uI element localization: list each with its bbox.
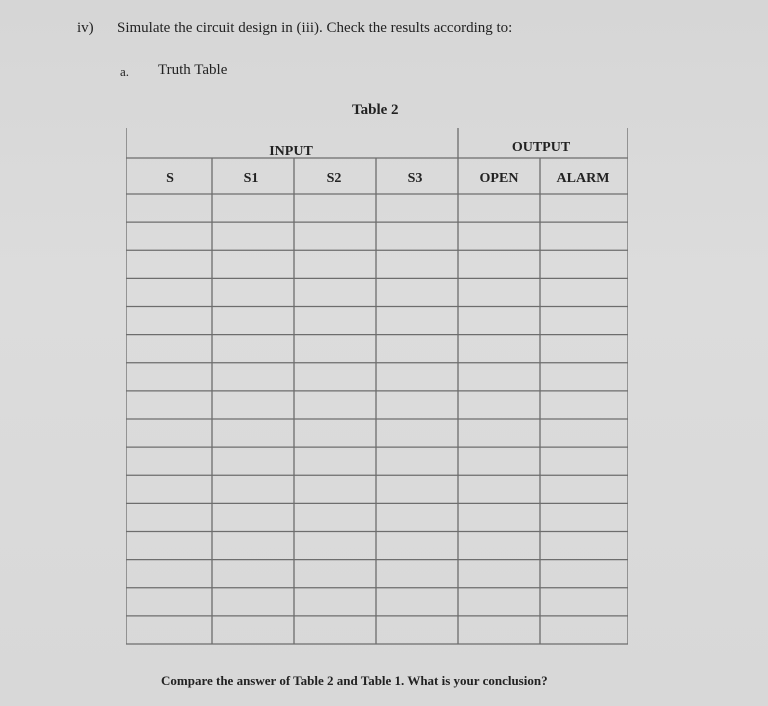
column-header-s1: S1 xyxy=(243,171,259,186)
table-caption: Table 2 xyxy=(352,102,399,118)
sub-item-title: Truth Table xyxy=(158,62,228,78)
footer-question: Compare the answer of Table 2 and Table 1. What is your conclusion? xyxy=(161,673,548,688)
column-header-s3: S3 xyxy=(407,171,423,186)
sub-item-letter: a. xyxy=(120,64,130,79)
truth-table-grid xyxy=(126,128,628,648)
question-text: Simulate the circuit design in (iii). Check the results according to: xyxy=(117,20,513,36)
truth-table xyxy=(126,128,628,648)
column-header-s2: S2 xyxy=(326,171,342,186)
column-header-open: OPEN xyxy=(479,171,519,186)
column-header-alarm: ALARM xyxy=(556,171,610,186)
header-output-group: OUTPUT xyxy=(511,140,571,155)
question-number: iv) xyxy=(77,20,94,36)
column-header-s: S xyxy=(166,171,174,186)
header-input-group: INPUT xyxy=(269,144,313,159)
